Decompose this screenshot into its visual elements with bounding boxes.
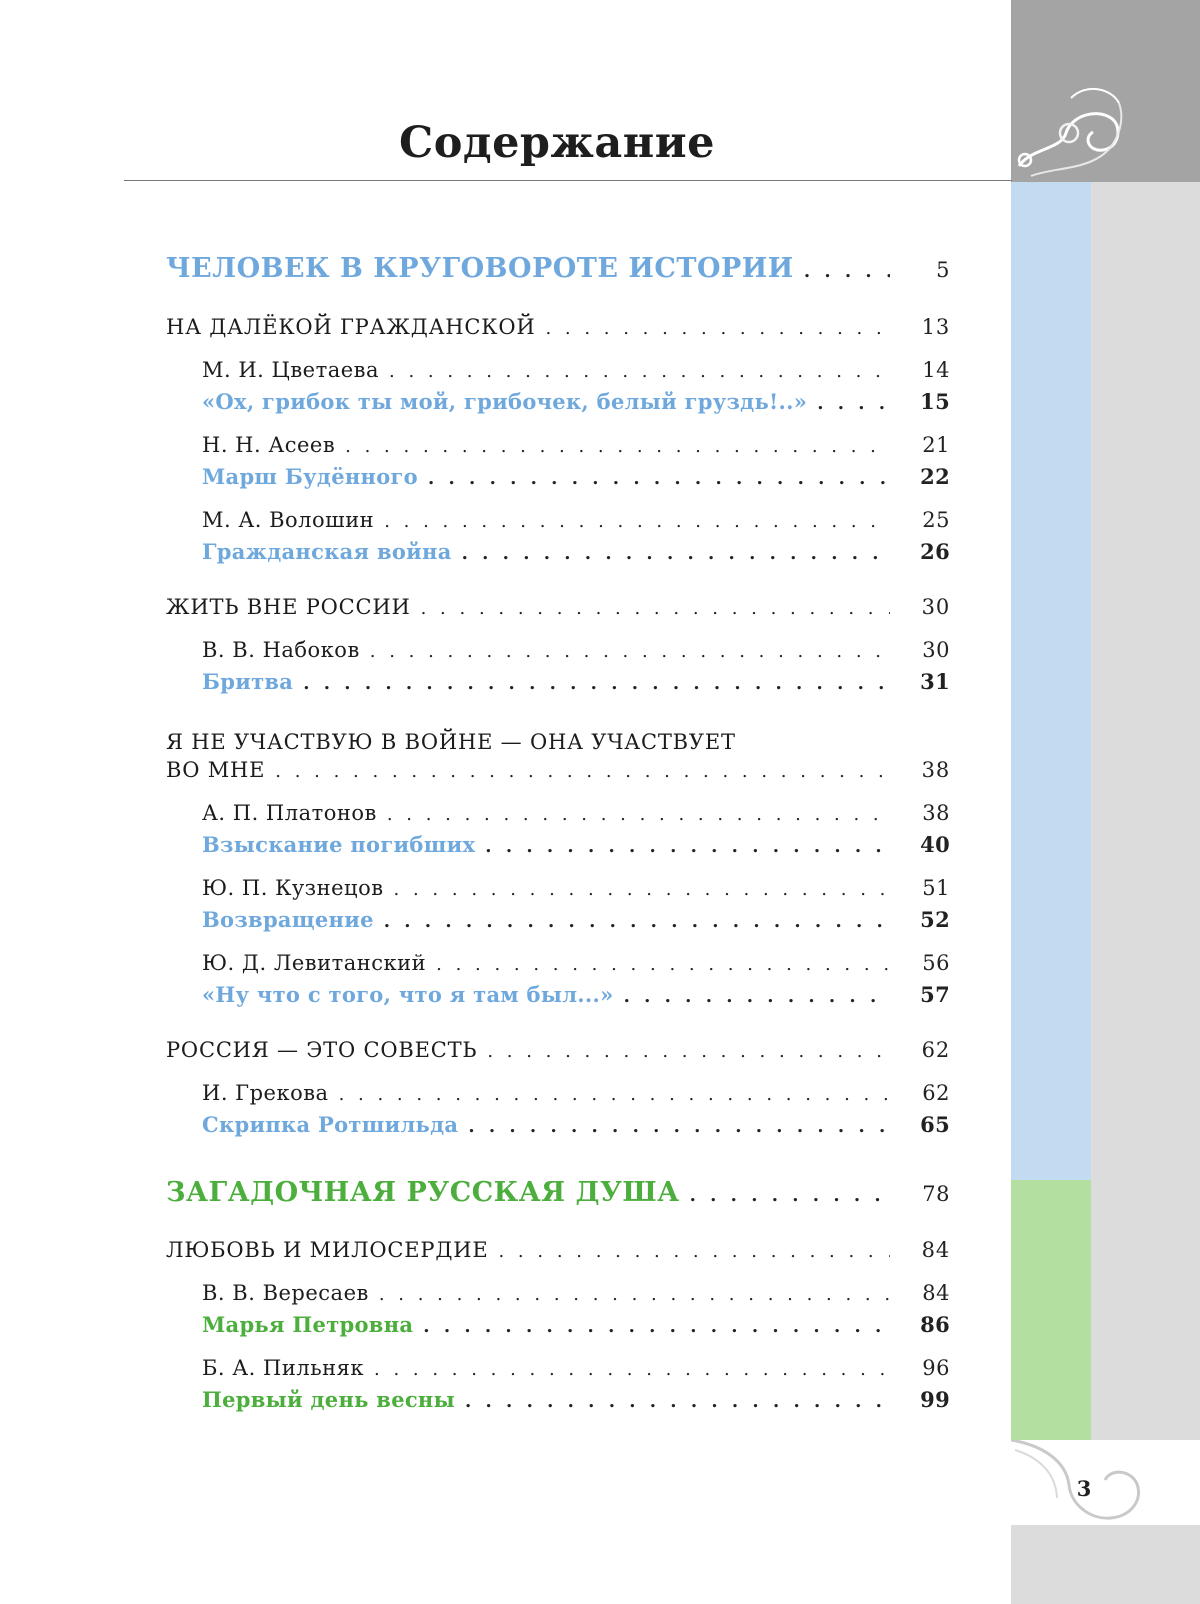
toc-work-label: «Ох, грибок ты мой, грибочек, белый груздь!..» bbox=[202, 389, 808, 414]
toc-page-number: 30 bbox=[922, 638, 950, 662]
toc-page-number: 31 bbox=[920, 669, 950, 694]
toc-page-number: 38 bbox=[921, 758, 950, 782]
toc-section-entry[interactable] bbox=[166, 755, 950, 787]
leader-dots bbox=[387, 800, 890, 830]
leader-dots bbox=[421, 594, 890, 624]
toc-author-label: Н. Н. Асеев bbox=[202, 433, 336, 457]
toc-author-label: Б. А. Пильняк bbox=[202, 1356, 364, 1380]
toc-work-entry[interactable] bbox=[202, 830, 950, 862]
toc-author-entry[interactable] bbox=[202, 1278, 950, 1310]
swirl-ornament-icon bbox=[1011, 78, 1131, 182]
toc-page-number: 5 bbox=[936, 258, 950, 282]
leader-dots bbox=[275, 757, 890, 787]
toc-work-entry[interactable] bbox=[202, 1110, 950, 1142]
toc-page-number: 99 bbox=[920, 1387, 950, 1412]
leader-dots bbox=[545, 314, 890, 344]
leader-dots bbox=[428, 464, 890, 494]
toc-page-number: 96 bbox=[922, 1356, 950, 1380]
side-gray-band bbox=[1091, 182, 1200, 1440]
page-title: Содержание bbox=[399, 118, 715, 168]
toc-author-entry[interactable] bbox=[202, 948, 950, 980]
toc-author-label: В. В. Набоков bbox=[202, 638, 360, 662]
part1-color-tab bbox=[1011, 182, 1091, 1180]
leader-dots bbox=[465, 1387, 890, 1417]
toc-author-entry[interactable] bbox=[202, 505, 950, 537]
toc-author-label: Ю. П. Кузнецов bbox=[202, 876, 384, 900]
toc-author-label: А. П. Платонов bbox=[202, 801, 377, 825]
toc-work-entry[interactable] bbox=[202, 667, 950, 699]
toc-page-number: 38 bbox=[922, 801, 950, 825]
leader-dots bbox=[370, 637, 890, 667]
leader-dots bbox=[485, 832, 890, 862]
toc-work-label: Марш Будённого bbox=[202, 464, 418, 489]
toc-work-entry[interactable] bbox=[202, 905, 950, 937]
toc-work-entry[interactable] bbox=[202, 387, 950, 419]
toc-work-label: Бритва bbox=[202, 669, 294, 694]
leader-dots bbox=[468, 1112, 890, 1142]
toc-section-label-line1[interactable]: Я НЕ УЧАСТВУЮ В ВОЙНЕ — ОНА УЧАСТВУЕТ bbox=[166, 730, 736, 754]
toc-section-entry[interactable] bbox=[166, 312, 950, 344]
leader-dots bbox=[690, 1181, 890, 1211]
toc-section-entry[interactable] bbox=[166, 1035, 950, 1067]
title-divider bbox=[124, 180, 1012, 181]
toc-author-entry[interactable] bbox=[202, 1353, 950, 1385]
toc-page-number: 62 bbox=[922, 1081, 950, 1105]
page-number: 3 bbox=[1076, 1476, 1092, 1501]
toc-work-entry[interactable] bbox=[202, 462, 950, 494]
toc-author-entry[interactable] bbox=[202, 798, 950, 830]
toc-page-number: 62 bbox=[921, 1038, 950, 1062]
toc-work-label: Марья Петровна bbox=[202, 1312, 414, 1337]
toc-work-entry[interactable] bbox=[202, 1385, 950, 1417]
leader-dots bbox=[462, 539, 890, 569]
leader-dots bbox=[384, 907, 890, 937]
toc-author-entry[interactable] bbox=[202, 635, 950, 667]
toc-page-number: 40 bbox=[920, 832, 950, 857]
toc-author-label: В. В. Вересаев bbox=[202, 1281, 369, 1305]
toc-page-number: 78 bbox=[922, 1182, 950, 1206]
toc-section-label: ЛЮБОВЬ И МИЛОСЕРДИЕ bbox=[166, 1238, 489, 1262]
toc-page-number: 22 bbox=[920, 464, 950, 489]
toc-author-entry[interactable] bbox=[202, 873, 950, 905]
leader-dots bbox=[379, 1280, 890, 1310]
toc-author-entry[interactable] bbox=[202, 430, 950, 462]
toc-work-entry[interactable] bbox=[202, 1310, 950, 1342]
toc-page-number: 25 bbox=[922, 508, 950, 532]
toc-work-label: Взыскание погибших bbox=[202, 832, 476, 857]
leader-dots bbox=[303, 669, 890, 699]
toc-work-entry[interactable] bbox=[202, 537, 950, 569]
toc-author-label: М. А. Волошин bbox=[202, 508, 375, 532]
leader-dots bbox=[487, 1037, 890, 1067]
toc-section-entry[interactable] bbox=[166, 592, 950, 624]
leader-dots bbox=[394, 875, 890, 905]
leader-dots bbox=[498, 1237, 890, 1267]
toc-section-label: ВО МНЕ bbox=[166, 758, 266, 782]
toc-page-number: 57 bbox=[920, 982, 950, 1007]
toc-section-label: ЖИТЬ ВНЕ РОССИИ bbox=[166, 595, 411, 619]
leader-dots bbox=[345, 432, 890, 462]
toc-page-number: 52 bbox=[920, 907, 950, 932]
leader-dots bbox=[374, 1355, 890, 1385]
toc-work-label: Гражданская война bbox=[202, 539, 452, 564]
leader-dots bbox=[389, 357, 890, 387]
toc-section-entry[interactable] bbox=[166, 1235, 950, 1267]
leader-dots bbox=[804, 257, 890, 287]
toc-page-number: 26 bbox=[920, 539, 950, 564]
toc-work-label: Первый день весны bbox=[202, 1387, 455, 1412]
toc-author-label: И. Грекова bbox=[202, 1081, 329, 1105]
toc-page-number: 30 bbox=[921, 595, 950, 619]
toc-page-number: 15 bbox=[920, 389, 950, 414]
toc-author-entry[interactable] bbox=[202, 1078, 950, 1110]
leader-dots bbox=[624, 982, 890, 1012]
leader-dots bbox=[384, 507, 890, 537]
toc-page-number: 14 bbox=[922, 358, 950, 382]
toc-work-label: «Ну что с того, что я там был...» bbox=[202, 982, 614, 1007]
part2-color-tab bbox=[1011, 1180, 1091, 1440]
toc-page-number: 86 bbox=[920, 1312, 950, 1337]
toc-page-number: 84 bbox=[922, 1281, 950, 1305]
toc-part-entry[interactable] bbox=[166, 1178, 950, 1211]
toc-section-label: НА ДАЛЁКОЙ ГРАЖДАНСКОЙ bbox=[166, 315, 536, 339]
toc-author-entry[interactable] bbox=[202, 355, 950, 387]
leader-dots bbox=[817, 389, 890, 419]
toc-part-label: ЗАГАДОЧНАЯ РУССКАЯ ДУША bbox=[166, 1177, 680, 1208]
toc-page-number: 13 bbox=[921, 315, 950, 339]
leader-dots bbox=[436, 950, 890, 980]
toc-part-label: ЧЕЛОВЕК В КРУГОВОРОТЕ ИСТОРИИ bbox=[166, 253, 794, 284]
toc-section-label: РОССИЯ — ЭТО СОВЕСТЬ bbox=[166, 1038, 478, 1062]
toc-part-entry[interactable] bbox=[166, 254, 950, 287]
toc-work-label: Возвращение bbox=[202, 907, 374, 932]
leader-dots bbox=[423, 1312, 890, 1342]
toc-author-label: Ю. Д. Левитанский bbox=[202, 951, 427, 975]
toc-work-label: Скрипка Ротшильда bbox=[202, 1112, 459, 1137]
toc-page-number: 21 bbox=[922, 433, 950, 457]
toc-work-entry[interactable] bbox=[202, 980, 950, 1012]
leader-dots bbox=[339, 1080, 890, 1110]
toc-author-label: М. И. Цветаева bbox=[202, 358, 379, 382]
toc-page-number: 65 bbox=[920, 1112, 950, 1137]
toc-page-number: 51 bbox=[922, 876, 950, 900]
toc-page-number: 84 bbox=[921, 1238, 950, 1262]
toc-page-number: 56 bbox=[922, 951, 950, 975]
